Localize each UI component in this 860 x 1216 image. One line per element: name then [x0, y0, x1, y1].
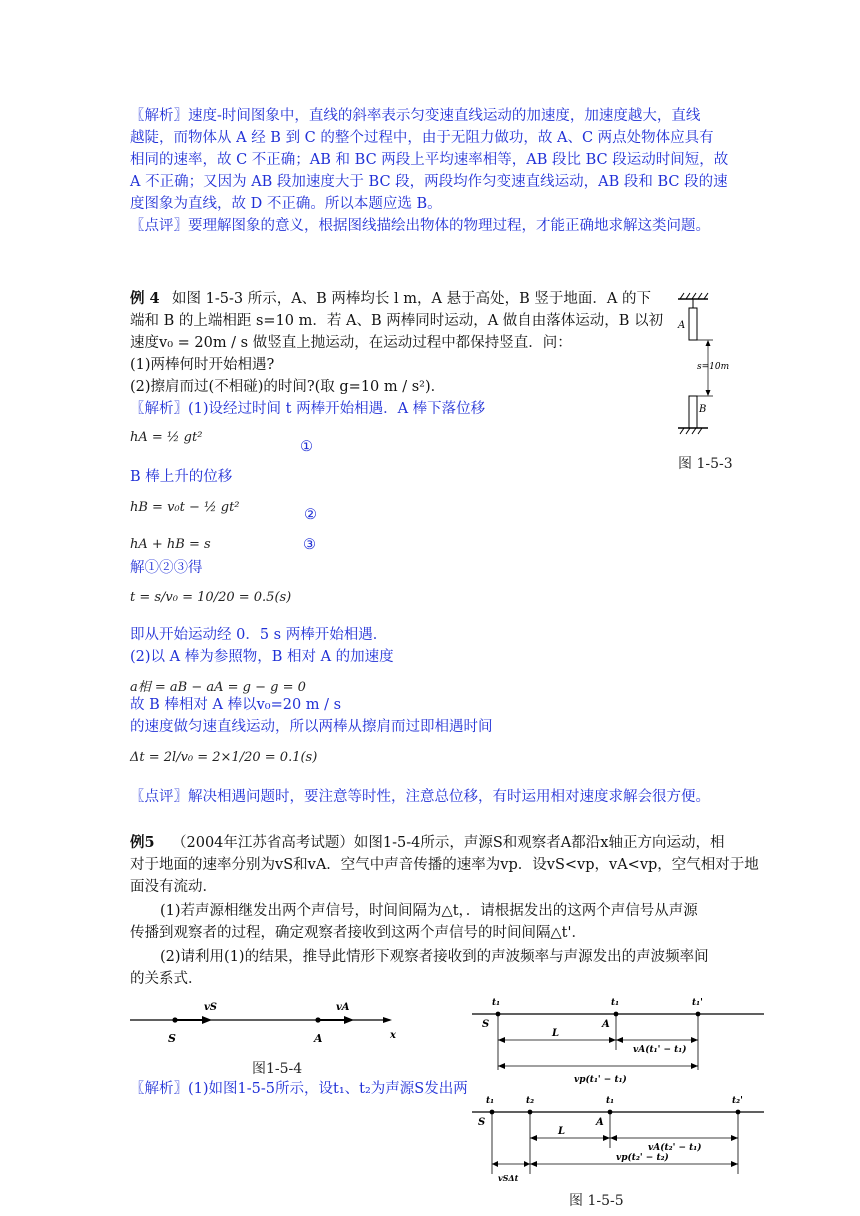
example4-solution-6: 故 B 棒相对 A 棒以v₀=20 m / s: [130, 697, 342, 713]
va1-label: vA(t₁' − t₁): [633, 1045, 687, 1055]
example4-question-1: (1)两棒何时开始相遇?: [130, 357, 275, 373]
t1b-label: t₁: [611, 998, 620, 1008]
example5-part-2a: (2)请利用(1)的结果，推导此情形下观察者接收到的声波频率与声源发出的声波频率间: [160, 949, 709, 965]
source-s-label: S: [168, 1032, 176, 1045]
s-label-lower: S: [478, 1117, 486, 1128]
example4-solution-5: (2)以 A 棒为参照物，B 相对 A 的加速度: [130, 649, 394, 665]
example5-part-1b: 传播到观察者的过程，确定观察者接收到这两个声信号的时间间隔△t'．: [130, 925, 586, 941]
marker-2: ②: [304, 507, 317, 523]
example5-line-2: 对于地面的速率分别为vS和vA．空气中声音传播的速率为vp．设vS<vp，vA<vp，空气相对于地: [130, 857, 759, 873]
example4-solution-7: 的速度做匀速直线运动，所以两棒从擦肩而过即相遇时间: [130, 719, 493, 735]
formula-dt: Δt = 2l/v₀ = 2×1/20 = 0.1(s): [130, 750, 318, 765]
example5-label: 例5: [130, 834, 155, 851]
analysis-line-4: A 不正确；又因为 AB 段加速度大于 BC 段，两段均作匀变速直线运动，AB 段和 BC 段的速: [130, 174, 728, 190]
x-axis-label: x: [390, 1030, 396, 1041]
example5-line-3: 面没有流动．: [130, 879, 217, 895]
t1p-label: t₁': [692, 998, 703, 1008]
rod-b-label: B: [699, 404, 707, 415]
example4-solution-2: B 棒上升的位移: [130, 469, 233, 485]
rod-a-label: A: [678, 320, 686, 331]
t1-label: t₁: [492, 998, 501, 1008]
figure-1-5-3: [668, 290, 768, 440]
a-label-lower: A: [596, 1117, 604, 1128]
example4-line-2: 端和 B 的上端相距 s=10 m．若 A、B 两棒同时运动，A 做自由落体运动，B 以初: [130, 313, 664, 329]
figure-1-5-5-upper: [468, 992, 768, 1088]
t2-label: t₂: [526, 1096, 535, 1106]
formula-t: t = s/v₀ = 10/20 = 0.5(s): [130, 590, 292, 605]
example4-comment: 〖点评〗解决相遇问题时，要注意等时性，注意总位移，有时运用相对速度求解会很方便。: [130, 789, 710, 805]
vsdt-label: vSΔt: [498, 1173, 519, 1183]
vp1-label: vp(t₁' − t₁): [574, 1075, 627, 1085]
observer-a-label: A: [314, 1032, 323, 1045]
analysis-line-3: 相同的速率，故 C 不正确；AB 和 BC 两段上平均速率相等，AB 段比 BC 段运动时间短，故: [130, 152, 729, 168]
va2-label: vA(t₂' − t₁): [648, 1143, 702, 1153]
formula-ha: hA = ½ gt²: [130, 430, 203, 445]
l-label-lower: L: [558, 1126, 566, 1137]
example5-line-1: （2004年江苏省高考试题）如图1-5-4所示，声源S和观察者A都沿x轴正方向运动，相: [172, 835, 725, 851]
formula-hb: hB = v₀t − ½ gt²: [130, 500, 240, 515]
example5-solution-1: 〖解析〗(1)如图1-5-5所示，设t₁、t₂为声源S发出两: [130, 1081, 468, 1097]
example4-solution-4: 即从开始运动经 0．5 s 两棒开始相遇．: [130, 627, 388, 643]
distance-label: s=10m: [697, 362, 730, 372]
example4-label: 例 4: [130, 290, 160, 307]
figure-1-5-5-caption: 图 1-5-5: [569, 1193, 624, 1209]
marker-3: ③: [303, 537, 316, 553]
vs-label: vS: [204, 1002, 218, 1013]
example4-solution-3: 解①②③得: [130, 560, 203, 576]
analysis-line-1: 〖解析〗速度-时间图象中，直线的斜率表示匀变速直线运动的加速度，加速度越大，直线: [130, 108, 701, 124]
example5-part-2b: 的关系式．: [130, 971, 203, 987]
example4-line-1: 如图 1-5-3 所示，A、B 两棒均长 l m，A 悬于高处，B 竖于地面．A 的下: [172, 291, 651, 307]
formula-a-rel: a相 = aB − aA = g − g = 0: [130, 680, 306, 695]
figure-1-5-4: [128, 990, 408, 1050]
va-label: vA: [336, 1002, 350, 1013]
formula-sum: hA + hB = s: [130, 537, 211, 552]
figure-1-5-3-caption: 图 1-5-3: [678, 456, 733, 472]
l-label-upper: L: [552, 1028, 560, 1039]
example4-question-2: (2)擦肩而过(不相碰)的时间?(取 g=10 m / s²)．: [130, 379, 446, 395]
s-label-upper: S: [482, 1019, 490, 1030]
t1-label-lower: t₁: [486, 1096, 495, 1106]
a-label-upper: A: [602, 1019, 610, 1030]
example4-solution-1: 〖解析〗(1)设经过时间 t 两棒开始相遇．A 棒下落位移: [130, 401, 486, 417]
vp2-label: vp(t₂' − t₂): [616, 1153, 669, 1163]
analysis-line-5: 度图象为直线，故 D 不正确。所以本题应选 B。: [130, 196, 442, 212]
t1b-label-lower: t₁: [606, 1096, 615, 1106]
t2p-label: t₂': [732, 1096, 743, 1106]
analysis-line-2: 越陡，而物体从 A 经 B 到 C 的整个过程中，由于无阻力做功，故 A、C 两点处物体应具有: [130, 130, 714, 146]
marker-1: ①: [300, 439, 313, 455]
figure-1-5-4-caption: 图1-5-4: [252, 1061, 303, 1077]
example5-part-1a: (1)若声源相继发出两个声信号，时间间隔为△t，．请根据发出的这两个声信号从声源: [160, 903, 698, 919]
example4-line-3: 速度v₀ = 20m / s 做竖直上抛运动，在运动过程中都保持竖直．问：: [130, 335, 572, 351]
analysis-comment: 〖点评〗要理解图象的意义，根据图线描绘出物体的物理过程，才能正确地求解这类问题。: [130, 218, 710, 234]
figure-1-5-5-lower: [468, 1090, 768, 1186]
